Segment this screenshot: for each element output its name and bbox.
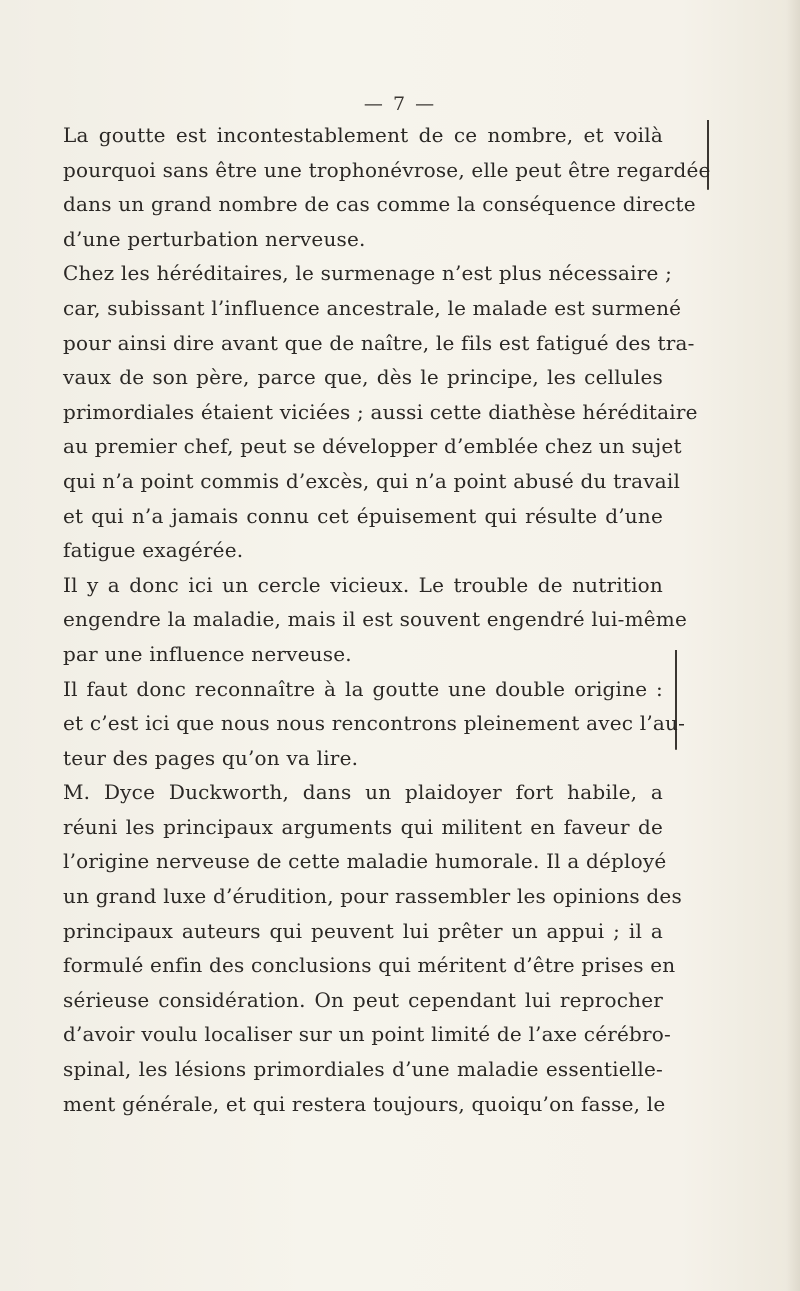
- text-line: spinal, les lésions primordiales d’une maladie essentielle-: [63, 1057, 663, 1082]
- text-line: teur des pages qu’on va lire.: [63, 745, 359, 770]
- text-line: d’avoir voulu localiser sur un point limité de l’axe cérébro-: [63, 1022, 671, 1047]
- text-line: vaux de son père, parce que, dès le principe, les cellules: [63, 365, 663, 390]
- text-line: sérieuse considération. On peut cependant lui reprocher: [63, 987, 663, 1012]
- paragraph: [63, 256, 698, 567]
- text-line: La goutte est incontestablement de ce nombre, et voilà: [63, 123, 663, 147]
- text-line: un grand luxe d’érudition, pour rassembler les opinions des: [63, 884, 682, 909]
- text-line: et qui n’a jamais connu cet épuisement qui résulte d’une: [63, 503, 663, 528]
- text-line: au premier chef, peut se développer d’emblée chez un sujet: [63, 434, 682, 459]
- text-line: primordiales étaient viciées ; aussi cette diathèse héréditaire: [63, 399, 698, 424]
- text-line: réuni les principaux arguments qui militent en faveur de: [63, 814, 663, 839]
- text-line: d’une perturbation nerveuse.: [63, 226, 366, 251]
- text-line: Chez les héréditaires, le surmenage n’est plus nécessaire ;: [63, 261, 673, 286]
- text-line: pourquoi sans être une trophonévrose, elle peut être regardée: [63, 157, 711, 182]
- text-line: par une influence nerveuse.: [63, 641, 352, 666]
- text-line: car, subissant l’influence ancestrale, le malade est surmené: [63, 295, 682, 320]
- body-text: [63, 118, 711, 1121]
- paragraph: [63, 118, 711, 256]
- text-line: ment générale, et qui restera toujours, quoiqu’on fasse, le: [63, 1091, 666, 1116]
- text-line: Il y a donc ici un cercle vicieux. Le trouble de nutrition: [63, 572, 663, 597]
- paragraph: [63, 775, 682, 1121]
- text-line: M. Dyce Duckworth, dans un plaidoyer fort habile, a: [63, 780, 663, 805]
- text-line: formulé enfin des conclusions qui méritent d’être prises en: [63, 953, 676, 978]
- text-line: l’origine nerveuse de cette maladie humorale. Il a déployé: [63, 849, 667, 874]
- page-number: — 7 —: [363, 93, 437, 115]
- paragraph: [63, 672, 686, 776]
- text-line: dans un grand nombre de cas comme la conséquence directe: [63, 192, 696, 217]
- text-line: Il faut donc reconnaître à la goutte une double origine :: [63, 676, 663, 701]
- paragraph: [63, 568, 688, 672]
- text-line: pour ainsi dire avant que de naître, le fils est fatigué des tra-: [63, 330, 695, 355]
- text-line: qui n’a point commis d’excès, qui n’a point abusé du travail: [63, 468, 681, 493]
- margin-bracket-mark: [675, 650, 677, 750]
- text-line: et c’est ici que nous nous rencontrons pleinement avec l’au-: [63, 711, 686, 736]
- text-line: engendre la maladie, mais il est souvent engendré lui-même: [63, 607, 688, 632]
- page-edge-shadow: [786, 0, 800, 1291]
- text-line: fatigue exagérée.: [63, 538, 244, 563]
- text-line: principaux auteurs qui peuvent lui prêter un appui ; il a: [63, 918, 663, 943]
